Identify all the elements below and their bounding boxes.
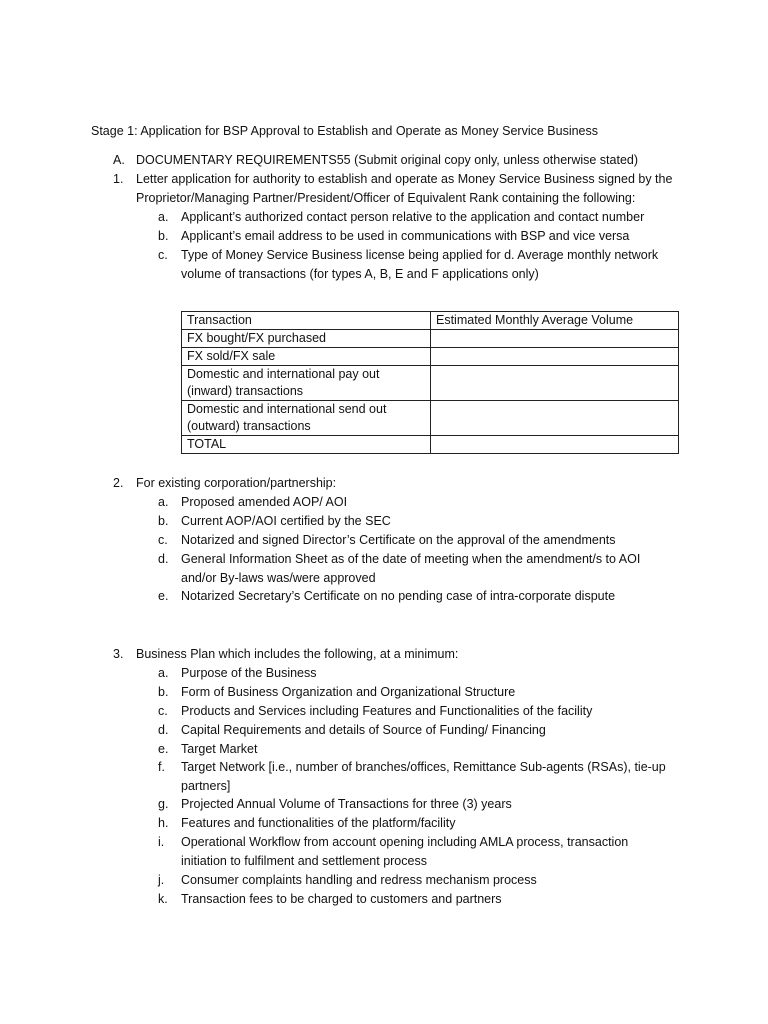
table-row [182, 330, 679, 348]
sub-text: Products and Services including Features and Functionalities of the facility [181, 704, 593, 718]
section-a-text: DOCUMENTARY REQUIREMENTS55 (Submit original copy only, unless otherwise stated) [136, 153, 639, 167]
section-a-marker: A. [113, 153, 125, 167]
transaction-volume-table [181, 311, 679, 454]
sub-marker: b. [158, 685, 169, 699]
table-header-row [182, 312, 679, 330]
table-cell: Domestic and international send out (outward) transactions [182, 401, 431, 436]
table-cell [431, 348, 679, 366]
sub-text: Purpose of the Business [181, 666, 317, 680]
sub-text: Operational Workflow from account opening including AMLA process, transaction initiation to fulfilment and settlement process [181, 835, 629, 868]
item-3-text: Business Plan which includes the following, at a minimum: [136, 647, 459, 661]
sub-text: Applicant’s authorized contact person relative to the application and contact number [181, 210, 645, 224]
sub-text: Form of Business Organization and Organizational Structure [181, 685, 516, 699]
sub-marker: g. [158, 797, 169, 811]
table-cell: TOTAL [182, 436, 431, 454]
table-cell [431, 436, 679, 454]
item-1-marker: 1. [113, 172, 124, 186]
sub-marker: b. [158, 229, 169, 243]
sub-marker: d. [158, 552, 169, 566]
sub-marker: c. [158, 248, 168, 262]
sub-marker: e. [158, 589, 169, 603]
table-cell [431, 401, 679, 436]
table-cell [431, 330, 679, 348]
item-2-text: For existing corporation/partnership: [136, 476, 337, 490]
table-row [182, 401, 679, 436]
sub-text: Target Market [181, 742, 258, 756]
table-row [182, 348, 679, 366]
sub-text: Features and functionalities of the platform/facility [181, 816, 456, 830]
sub-text: Consumer complaints handling and redress mechanism process [181, 873, 537, 887]
sub-text: Proposed amended AOP/ AOI [181, 495, 348, 509]
sub-text: Notarized and signed Director’s Certificate on the approval of the amendments [181, 533, 616, 547]
sub-marker: i. [158, 835, 165, 849]
sub-text: Notarized Secretary’s Certificate on no pending case of intra-corporate dispute [181, 589, 616, 603]
sub-text: Target Network [i.e., number of branches/offices, Remittance Sub-agents (RSAs), tie-up partners] [181, 760, 666, 793]
sub-marker: h. [158, 816, 169, 830]
sub-text: Current AOP/AOI certified by the SEC [181, 514, 391, 528]
sub-marker: a. [158, 666, 169, 680]
sub-text: Projected Annual Volume of Transactions for three (3) years [181, 797, 512, 811]
sub-text: Applicant’s email address to be used in communications with BSP and vice versa [181, 229, 630, 243]
sub-marker: b. [158, 514, 169, 528]
table-header-cell: Transaction [182, 312, 431, 330]
sub-text: General Information Sheet as of the date of meeting when the amendment/s to AOI and/or By-laws was/were approved [181, 552, 641, 585]
sub-marker: e. [158, 742, 169, 756]
table-cell: FX sold/FX sale [182, 348, 431, 366]
page-title: Stage 1: Application for BSP Approval to Establish and Operate as Money Service Business [91, 124, 599, 138]
table-cell: Domestic and international pay out (inward) transactions [182, 366, 431, 401]
sub-text: Transaction fees to be charged to customers and partners [181, 892, 502, 906]
sub-marker: c. [158, 704, 168, 718]
sub-marker: j. [158, 873, 165, 887]
item-1-text: Letter application for authority to establish and operate as Money Service Business signed by the Proprietor/Managing Partner/President/Officer of Equivalent Rank containing the following: [136, 172, 673, 205]
table-header-cell: Estimated Monthly Average Volume [431, 312, 679, 330]
sub-marker: d. [158, 723, 169, 737]
sub-text: Capital Requirements and details of Source of Funding/ Financing [181, 723, 546, 737]
sub-text: Type of Money Service Business license being applied for d. Average monthly network volume of transactions (for types A, B, E and F applications only) [181, 248, 659, 281]
sub-marker: a. [158, 495, 169, 509]
sub-marker: f. [158, 760, 165, 774]
item-3-marker: 3. [113, 647, 124, 661]
table-row-total [182, 436, 679, 454]
table-cell: FX bought/FX purchased [182, 330, 431, 348]
sub-marker: a. [158, 210, 169, 224]
table-row [182, 366, 679, 401]
table-cell [431, 366, 679, 401]
item-2-marker: 2. [113, 476, 124, 490]
sub-marker: c. [158, 533, 168, 547]
sub-marker: k. [158, 892, 168, 906]
